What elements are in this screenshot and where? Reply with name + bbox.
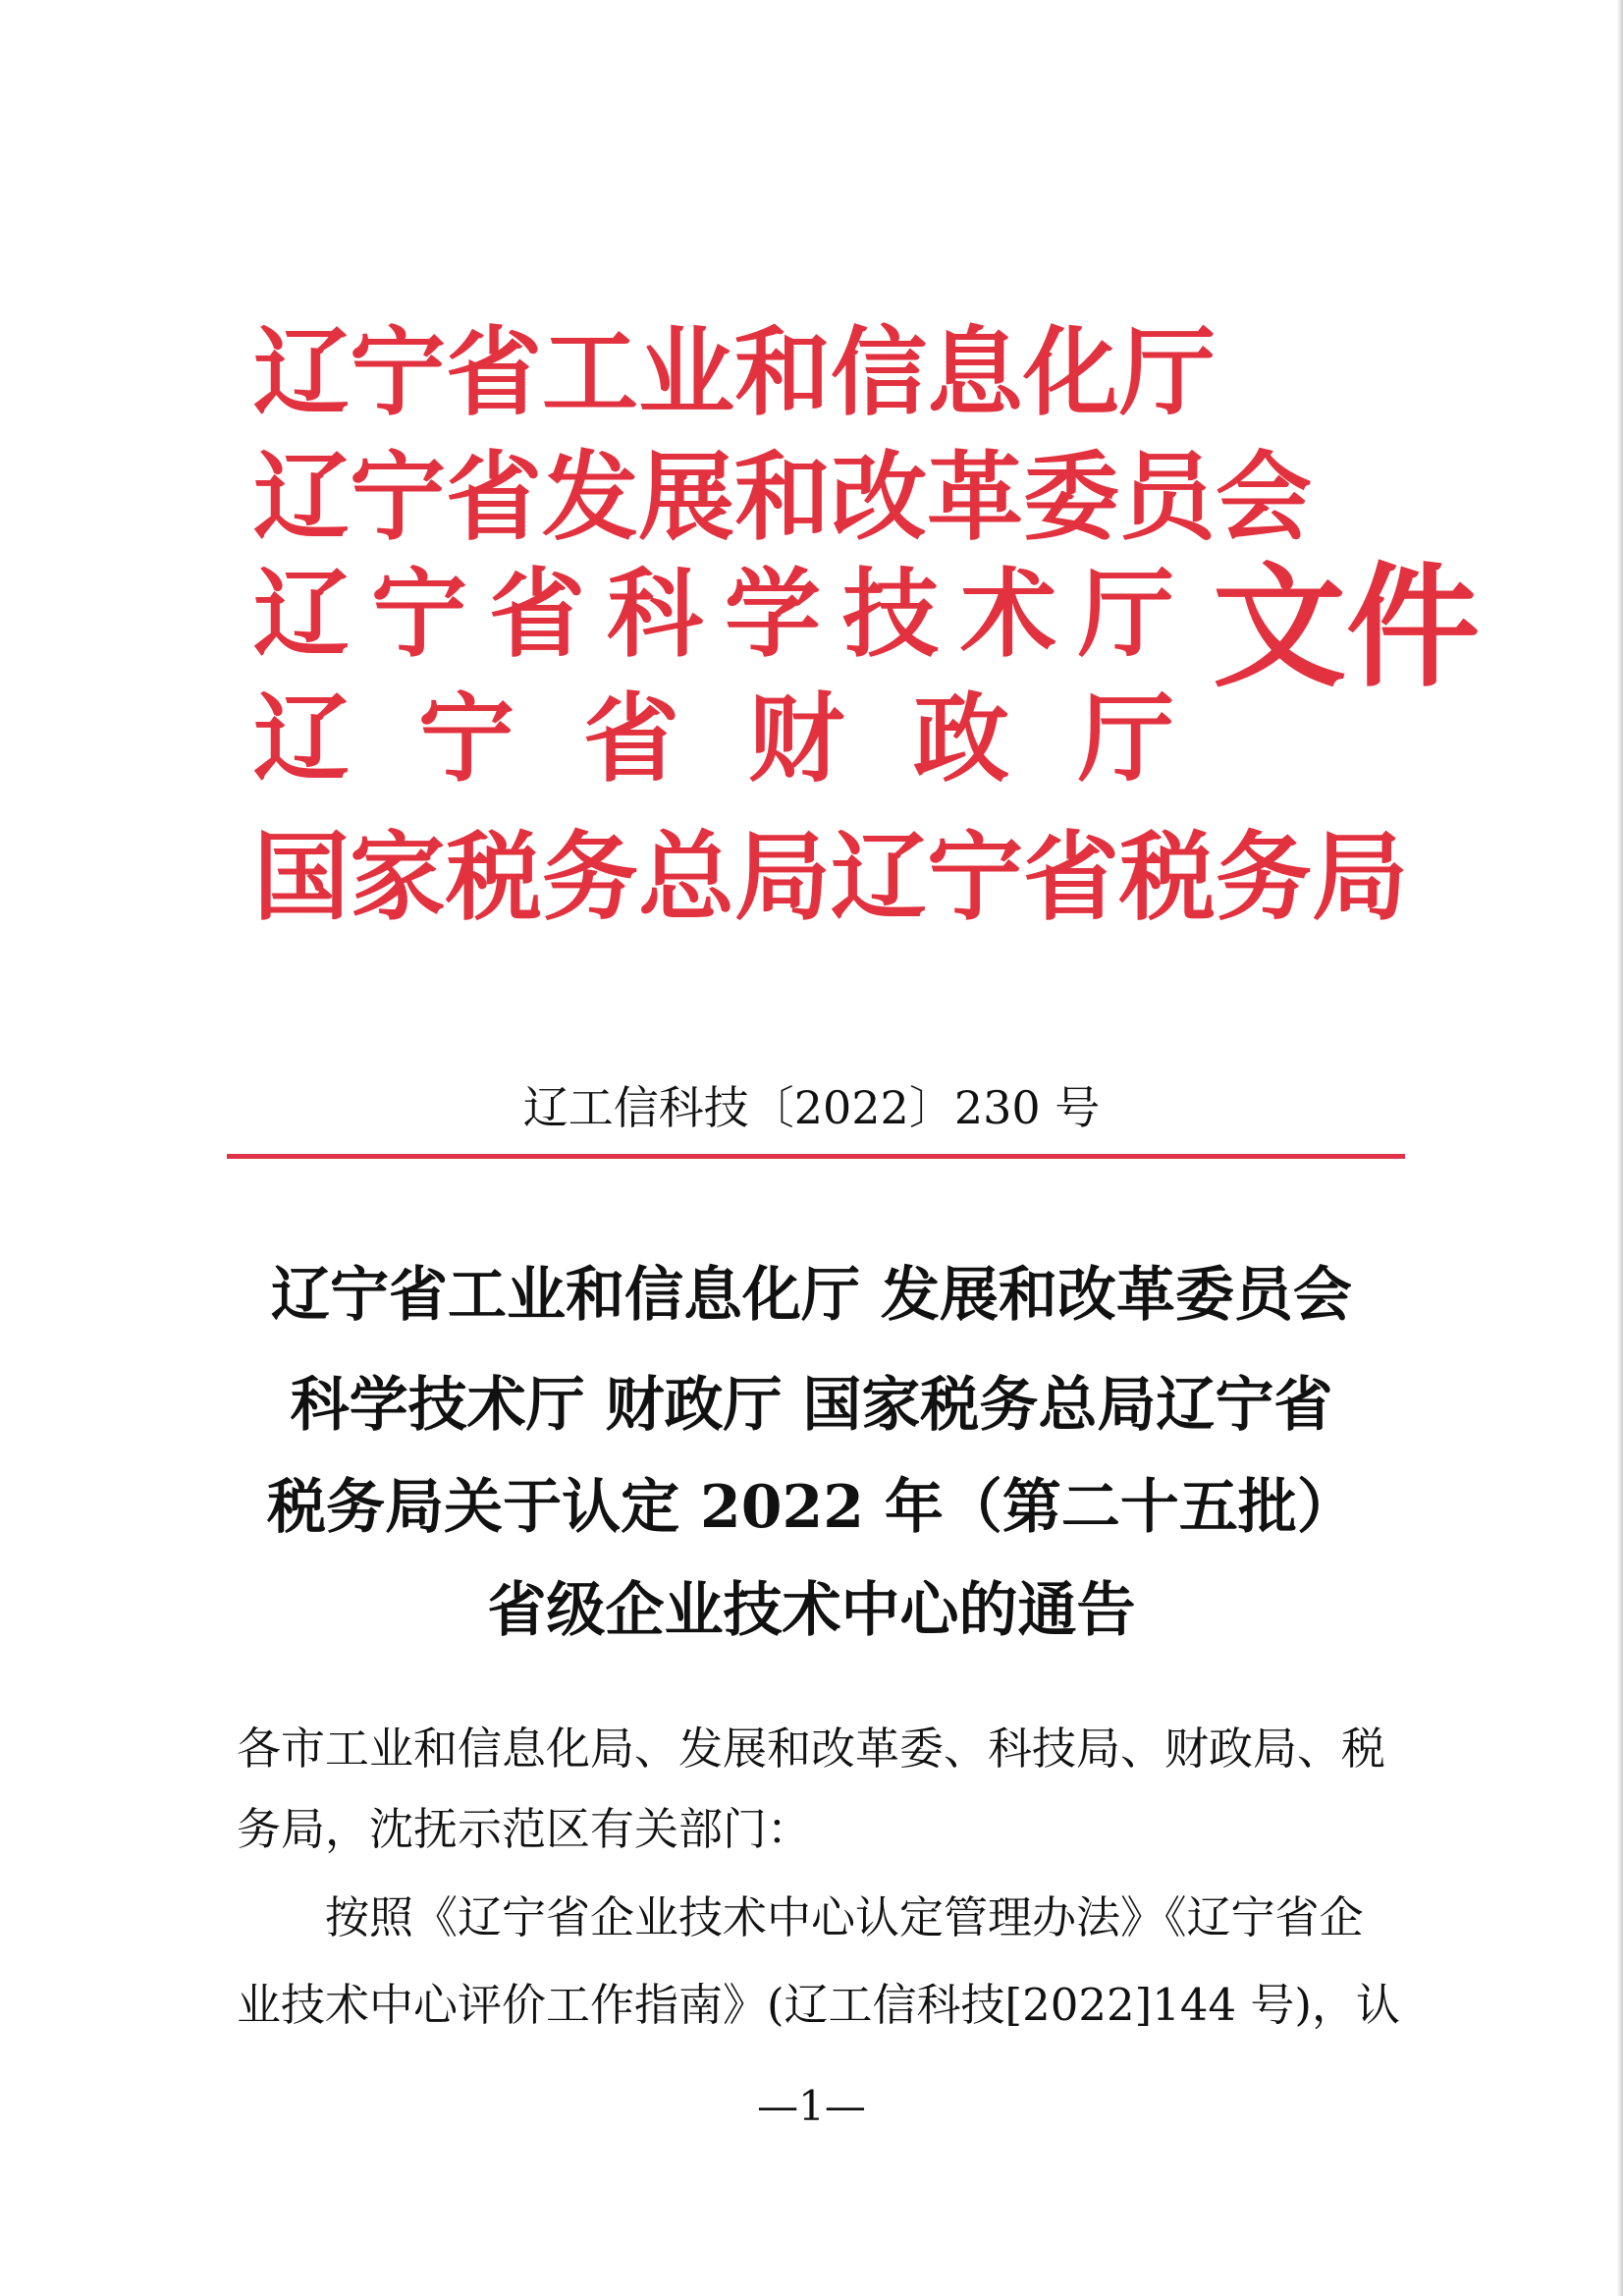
title-line: 科学技术厅 财政厅 国家税务总局辽宁省 <box>290 1371 1333 1440</box>
body-line: 各市工业和信息化局、发展和改革委、科技局、财政局、税 <box>237 1722 1386 1775</box>
document-suffix: 文件 <box>1213 551 1480 706</box>
issuer-line: 辽宁省工业和信息化厅 <box>253 317 1217 429</box>
issuer-line: 国家税务总局辽宁省税务局 <box>253 822 1409 934</box>
body-line: 按照《辽宁省企业技术中心认定管理办法》《辽宁省企 <box>325 1891 1364 1943</box>
red-divider <box>227 1154 1405 1159</box>
title-line: 税务局关于认定 2022 年（第二十五批） <box>267 1473 1356 1542</box>
body-line: 业技术中心评价工作指南》(辽工信科技[2022]144 号)，认 <box>237 1979 1400 2031</box>
page-number: —1— <box>757 2082 866 2130</box>
issuer-line: 辽宁省发展和改革委员会 <box>253 442 1313 554</box>
issuer-line: 辽宁省财政厅 <box>253 683 1174 795</box>
body-line: 务局，沈抚示范区有关部门： <box>237 1803 812 1855</box>
issuer-line: 辽宁省科学技术厅 <box>253 559 1174 671</box>
title-line: 省级企业技术中心的通告 <box>487 1576 1136 1645</box>
scan-edge <box>1617 0 1623 2296</box>
document-number: 辽工信科技〔2022〕230 号 <box>522 1081 1101 1134</box>
title-line: 辽宁省工业和信息化厅 发展和改革委员会 <box>271 1261 1352 1330</box>
